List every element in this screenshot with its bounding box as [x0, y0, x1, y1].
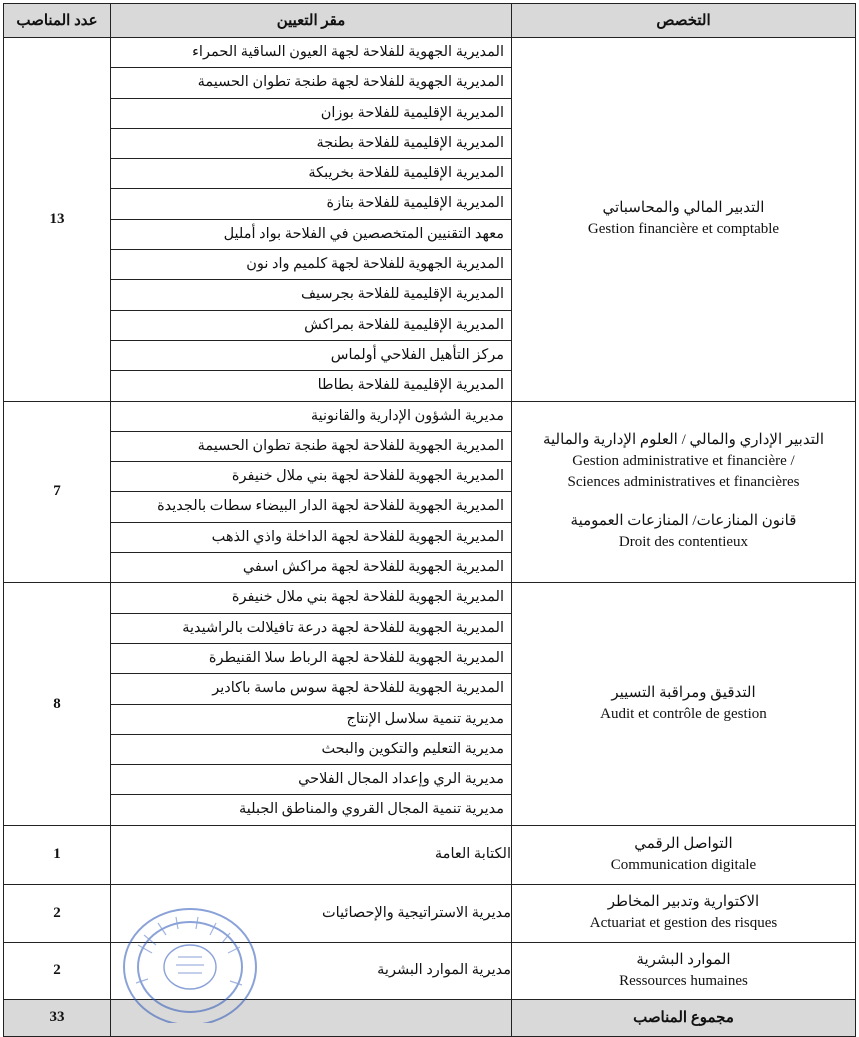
- location-item: المديرية الجهوية للفلاحة لجهة الدار البيضاء سطات بالجديدة: [111, 492, 511, 522]
- table-row: [4, 38, 856, 402]
- location-item: المديرية الإقليمية للفلاحة بطاطا: [317, 377, 504, 394]
- specialty-fr: Audit et contrôle de gestion: [600, 706, 767, 723]
- table-row: [4, 401, 856, 583]
- post-count: 13: [4, 38, 111, 402]
- location-list: [111, 38, 512, 402]
- location-item: المديرية الإقليمية للفلاحة بوزان: [111, 99, 511, 129]
- specialty-fr: Communication digitale: [610, 856, 757, 873]
- post-count: 8: [4, 583, 111, 825]
- specialty-ar: التدبير الإداري والمالي / العلوم الإدارية والمالية: [542, 432, 824, 449]
- specialty-cell: [512, 38, 856, 402]
- location-item: المديرية الإقليمية للفلاحة بجرسيف: [111, 280, 511, 310]
- specialty-fr-line2: Sciences administratives et financières: [567, 474, 800, 491]
- location-item: مديرية التعليم والتكوين والبحث: [111, 735, 511, 765]
- specialty-fr: Actuariat et gestion des risques: [589, 915, 778, 932]
- specialty-ar: التدقيق ومراقبة التسيير: [611, 685, 756, 702]
- specialty-fr: Ressources humaines: [619, 972, 748, 989]
- table-row: [4, 825, 856, 884]
- location-list: [111, 583, 512, 825]
- location-item: المديرية الجهوية للفلاحة لجهة كلميم واد نون: [111, 250, 511, 280]
- table-row: [4, 583, 856, 825]
- location-item: الكتابة العامة: [111, 825, 512, 884]
- post-count: 1: [4, 825, 111, 884]
- location-item: مركز التأهيل الفلاحي أولماس: [111, 341, 511, 371]
- total-count: 33: [4, 999, 111, 1036]
- specialty-ar: الموارد البشرية: [636, 951, 731, 968]
- location-item: المديرية الجهوية للفلاحة لجهة طنجة تطوان الحسيمة: [111, 432, 511, 462]
- location-item: المديرية الجهوية للفلاحة لجهة سوس ماسة باكادير: [111, 674, 511, 704]
- total-label: مجموع المناصب: [512, 999, 856, 1036]
- location-item: المديرية الجهوية للفلاحة لجهة العيون الساقية الحمراء: [111, 38, 511, 68]
- specialty-cell: [512, 825, 856, 884]
- location-item: مديرية الموارد البشرية: [111, 942, 512, 999]
- location-item: المديرية الإقليمية للفلاحة بمراكش: [111, 311, 511, 341]
- header-specialty: التخصص: [512, 4, 856, 38]
- header-location: مقر التعيين: [111, 4, 512, 38]
- header-row: [4, 4, 856, 38]
- location-item: المديرية الجهوية للفلاحة لجهة بني ملال خنيفرة: [111, 462, 511, 492]
- specialty-cell: [512, 942, 856, 999]
- location-item: مديرية الشؤون الإدارية والقانونية: [111, 402, 511, 432]
- header-count: عدد المناصب: [4, 4, 111, 38]
- specialty2-ar: قانون المنازعات/ المنازعات العمومية: [570, 513, 797, 530]
- post-count: 2: [4, 884, 111, 942]
- location-item: مديرية الاستراتيجية والإحصائيات: [111, 884, 512, 942]
- specialty2-fr: Droit des contentieux: [618, 534, 749, 551]
- total-empty-cell: [111, 999, 512, 1036]
- location-item: معهد التقنيين المتخصصين في الفلاحة بواد أمليل: [111, 220, 511, 250]
- specialty-ar: الاكتوارية وتدبير المخاطر: [607, 894, 760, 911]
- total-row: [4, 999, 856, 1036]
- specialty-cell: [512, 583, 856, 825]
- location-item: المديرية الجهوية للفلاحة لجهة بني ملال خنيفرة: [111, 583, 511, 613]
- specialty-fr: Gestion financière et comptable: [587, 221, 780, 238]
- specialty-fr: Gestion administrative et financière /: [572, 453, 795, 470]
- specialty-cell: [512, 884, 856, 942]
- posts-table: [3, 3, 856, 1037]
- table-row: [4, 942, 856, 999]
- location-item: المديرية الجهوية للفلاحة لجهة الرباط سلا القنيطرة: [111, 644, 511, 674]
- location-item: المديرية الإقليمية للفلاحة بتازة: [111, 189, 511, 219]
- post-count: 7: [4, 401, 111, 583]
- specialty-ar: التواصل الرقمي: [634, 835, 733, 852]
- table-row: [4, 884, 856, 942]
- specialty-cell: [512, 401, 856, 583]
- location-list: [111, 401, 512, 583]
- location-item: المديرية الجهوية للفلاحة لجهة مراكش اسفي: [242, 559, 504, 576]
- location-item: المديرية الجهوية للفلاحة لجهة درعة تافيلالت بالراشيدية: [111, 614, 511, 644]
- location-item: المديرية الجهوية للفلاحة لجهة طنجة تطوان الحسيمة: [111, 68, 511, 98]
- location-item: المديرية الإقليمية للفلاحة بطنجة: [111, 129, 511, 159]
- location-item: مديرية تنمية المجال القروي والمناطق الجبلية: [239, 801, 504, 818]
- location-item: المديرية الإقليمية للفلاحة بخريبكة: [111, 159, 511, 189]
- location-item: مديرية الري وإعداد المجال الفلاحي: [111, 765, 511, 795]
- specialty-ar: التدبير المالي والمحاسباتي: [602, 200, 765, 217]
- location-item: المديرية الجهوية للفلاحة لجهة الداخلة واذي الذهب: [111, 523, 511, 553]
- post-count: 2: [4, 942, 111, 999]
- location-item: مديرية تنمية سلاسل الإنتاج: [111, 705, 511, 735]
